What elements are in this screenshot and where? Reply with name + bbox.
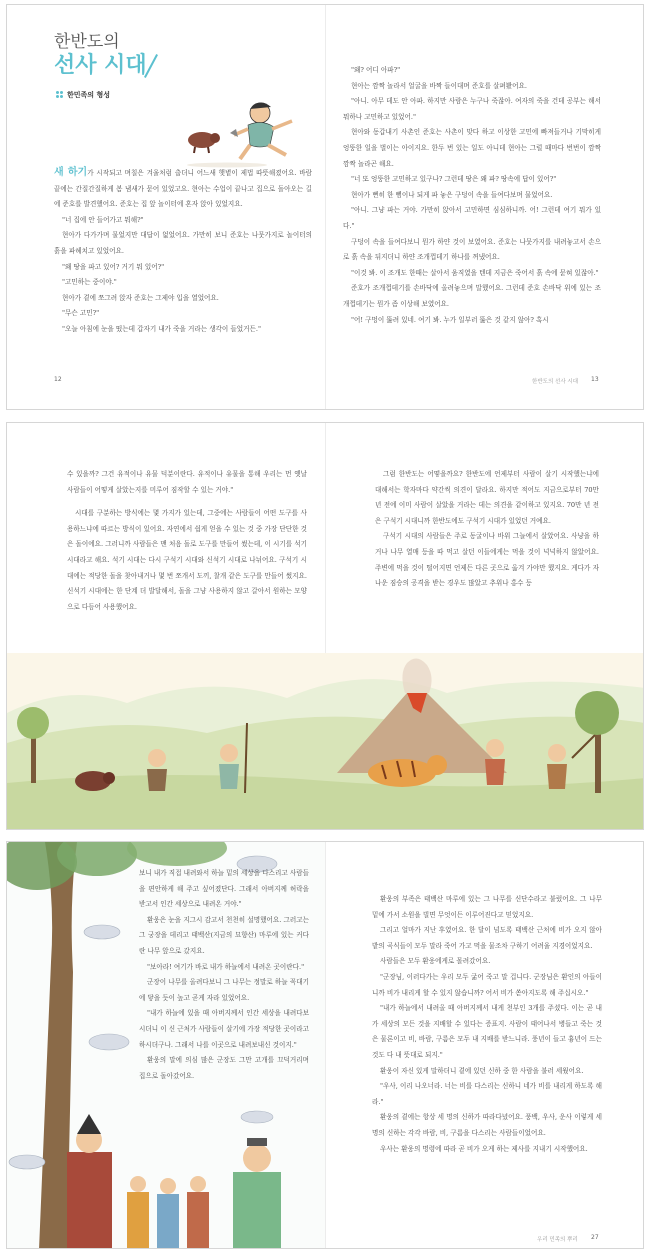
paragraph: 현아가 뻔히 한 뼘이나 되게 파 놓은 구덩이 속을 들여다보며 물었어요. bbox=[351, 190, 553, 199]
caveman-icon bbox=[147, 749, 167, 791]
chapter-dots-icon bbox=[56, 91, 64, 99]
running-head: 우리 민족의 뿌리 bbox=[537, 1237, 578, 1243]
paragraph: "보아라! 여기가 바로 내가 하늘에서 내려온 곳이란다." bbox=[147, 962, 305, 971]
paragraph: "군장님, 이러다가는 우리 모두 굶어 죽고 말 겁니다. 군장님은 환인의 아들이니까 비가 내리게 할 수 있지 않습니까? 어서 비가 쏟아지도록 해 주십시오." bbox=[372, 972, 602, 997]
left-page-text bbox=[67, 467, 307, 615]
paragraph: "아니. 아무 데도 안 아파. 하지만 사람은 누구나 죽잖아. 여자의 죽을 건데 공부는 해서 뭐하나 고민하고 있었어." bbox=[343, 97, 601, 121]
paragraph: 현아와 동갑내기 사촌인 준호는 사촌이 맞다 하고 이상한 고민에 빠져들거나 기막히게 엉뚱한 일을 벌이는 아이지요. 한두 번 있는 일도 아니데 현아는 그럴 때마다 번번이 깜짝깜짝 놀라곤 해요. bbox=[343, 128, 601, 168]
paragraph: 군장이 나무를 올려다보니 그 나무는 정말로 하늘 꼭대기에 닿을 듯이 높고 곧게 자라 있었어요. bbox=[139, 978, 309, 1002]
paragraph: 현아가 곁에 쪼그려 앉자 준호는 그제야 입을 열었어요. bbox=[62, 293, 219, 302]
page-number-right: 27 bbox=[591, 1234, 599, 1241]
paragraph: "오늘 아침에 눈을 떴는데 갑자기 내가 죽을 거라는 생각이 들었거든." bbox=[62, 324, 262, 333]
paragraph: 환웅의 부족은 태백산 마루에 있는 그 나무를 신단수라고 불렀어요. 그 나무 밑에 가서 소원을 빌면 무엇이든 이루어진다고 믿었지요. bbox=[372, 895, 602, 919]
paragraph: "내가 하늘에 있을 때 아버지께서 인간 세상을 내려다보시더니 이 신 근처가 사람들이 살기에 가장 적당한 곳이라고 하시더구나. 그래서 나를 이곳으로 내려보내신 것이지." bbox=[139, 1009, 309, 1049]
dropcap: 새 하기 bbox=[54, 167, 88, 178]
boar-icon bbox=[188, 132, 220, 153]
right-page-text bbox=[372, 892, 602, 1157]
stone-age-hunting-illustration bbox=[7, 653, 644, 830]
title-sub: 한반도의 bbox=[54, 32, 120, 52]
right-page-text bbox=[375, 467, 599, 592]
paragraph: "너 집에 안 들어가고 뭐해?" bbox=[62, 215, 144, 224]
paragraph: "무슨 고민?" bbox=[62, 309, 100, 318]
minister-figures bbox=[127, 1176, 209, 1249]
paragraph: "어! 구멍이 뚫려 있네. 여기 봐. 누가 일부러 뚫은 것 같지 않아? 혹시 bbox=[351, 315, 549, 324]
paragraph: "아니. 그냥 파는 거야. 가만히 앉아서 고민하면 심심하니까. 어! 그런데 여기 뭐가 있다." bbox=[343, 206, 601, 230]
right-page-text bbox=[343, 63, 601, 328]
paragraph: 그리고 얼마가 지난 후였어요. 한 달이 넘도록 태백산 근처에 비가 오지 않아 밭의 곡식들이 모두 말라 죽어 가고 먹을 물조차 구하기 어려울 지경이었지요. bbox=[372, 926, 602, 950]
page-number-left: 12 bbox=[54, 376, 62, 383]
page-number-right: 13 bbox=[591, 376, 599, 383]
gutter bbox=[325, 842, 326, 1248]
paragraph: 시대를 구분하는 방식에는 몇 가지가 있는데, 그중에는 사람들이 어떤 도구를 사용하느냐에 따르는 방식이 있어요. 자연에서 쉽게 얻을 수 있는 것 중 가장 단단한 것은 돌이에요. 그러니까 사람들은 맨 처음 돌로 도구를 만들어 썼는데, 이 시기를 석기 시대라고 해요. 석기 시대는 다시 구석기 시대와 신석기 시대로 나뉘어요. 구석기 시대에는 적당한 돌을 찾아내거나 몇 번 쪼개서 도끼, 찰개 같은 도구를 만들어 썼지요. 신석기 시대에는 한 단계 더 발달해서, 돌을 그냥 사용하지 않고 갈아서 원하는 모양으로 다듬어 사용했어요. bbox=[67, 509, 307, 611]
chapter-title: 한민족의 형성 bbox=[67, 91, 111, 99]
gutter bbox=[325, 5, 326, 409]
paragraph: "내가 하늘에서 내려올 때 아버지께서 내게 천부인 3개를 주셨다. 이는 곧 내가 세상의 모든 것을 지배할 수 있다는 증표지. 사람이 태어나서 병들고 죽는 것은 물론이고 비, 바람, 구름은 모두 내 지배를 받느니라. 풍년이 들고 흉년이 드는 것도 다 내 뜻대로 되지." bbox=[372, 1004, 602, 1059]
paragraph: "이것 봐. 이 조개도 한때는 살아서 움직였을 텐데 지금은 죽어서 흙 속에 묻혀 있잖아." bbox=[351, 268, 599, 277]
caveman-icon bbox=[485, 739, 505, 785]
paragraph: 준호가 조개껍데기를 손바닥에 올려놓으며 말했어요. 그런데 준호 손바닥 위에 있는 조개껍데기는 뭔가 좀 이상해 보였어요. bbox=[343, 284, 601, 308]
paragraph: 구석기 시대의 사람들은 주로 동굴이나 바위 그늘에서 살았어요. 사냥을 하거나 나무 열매 등을 따 먹고 살던 이들에게는 먹을 것이 넉넉하지 않았어요. 주변에 먹을 것이 떨어지면 언제든 다른 곳으로 옮겨 가야만 했지요. 게다가 자나운 짐승의 공격을 받는 경우도 많았고 추위나 홍수 등 bbox=[375, 532, 599, 588]
paragraph: "고민하는 중이야." bbox=[62, 278, 117, 287]
book-spread-2 bbox=[6, 422, 644, 830]
paragraph: 현아가 다가가며 물었지만 대답이 없었어요. 가만히 보니 준호는 나뭇가지로 놀이터의 흙을 파헤치고 있었어요. bbox=[54, 231, 312, 255]
title-main: 선사 시대 bbox=[54, 53, 147, 78]
paragraph: 환웅은 눈을 지그시 감고서 천천히 설명했어요. 그러고는 그 궁장을 데리고 태백산(지금의 묘향산) 마루에 있는 커다란 나무 앞으로 갔지요. bbox=[139, 915, 309, 955]
paragraph: 환웅의 곁에는 항상 세 명의 신하가 따라다녔어요. 풍백, 우사, 운사 이렇게 세 명의 신하는 각각 바람, 비, 구름을 다스리는 사람들이었어요. bbox=[372, 1113, 602, 1137]
paragraph: 보니 내가 직접 내려와서 하늘 밑의 세상을 다스리고 사람들을 편안하게 해 주고 싶어졌단다. 그래서 아버지께 허락을 받고서 인간 세상으로 내려온 거야." bbox=[139, 869, 309, 909]
left-page-text bbox=[54, 165, 312, 338]
caveman-icon bbox=[230, 102, 292, 159]
paragraph: 구덩이 속을 들여다보니 뭔가 하얀 것이 보였어요. 준호는 나뭇가지를 내려놓고서 손으로 흙 속을 뒤지더니 하얀 조개껍데기 하나를 꺼냈어요. bbox=[343, 237, 601, 262]
paragraph: 사람들은 모두 환웅에게로 몰려갔어요. bbox=[380, 957, 491, 966]
paragraph: 새 하기가 시작되고 며칠은 겨울처럼 춥더니 어느새 햇볕이 제법 따뜻해졌어요. 바람 끝에는 간질간질하게 봄 냄새가 묻어 있었고요. 현아는 수업이 끝나고 집으로 돌아오는 길에 준호를 발견했어요. 준호는 집 앞 놀이터에 혼자 앉아 있었지요. bbox=[54, 167, 313, 209]
paragraph: "왜 땅을 파고 있어? 거기 뭐 있어?" bbox=[62, 262, 165, 271]
paragraph: "왜? 어디 아파?" bbox=[351, 66, 401, 74]
paragraph: "너 또 엉뚱한 고민하고 있구나? 그런데 땅은 왜 파? 땅속에 답이 있어?" bbox=[351, 175, 557, 184]
book-spread-1 bbox=[6, 4, 644, 410]
paragraph: 그럼 한반도는 어떻을까요? 한반도에 언제부터 사람이 살기 시작했는냐에 대해서는 학자마다 약간씩 의견이 달라요. 하지만 적어도 지금으로부터 70만 년 전에 이미 사람이 살았을 거라는 데는 의견을 같이하고 있지요. 70만 년 전은 구석기 시대니까 한반도에도 구석기 시대가 있었던 거예요. bbox=[375, 470, 599, 525]
book-spread-3 bbox=[6, 841, 644, 1249]
paragraph: "우사, 이리 나오너라. 너는 비를 다스리는 신하니 네가 비를 내리게 하도록 해라." bbox=[372, 1082, 602, 1106]
paragraph: 현아는 깜짝 놀라서 얼굴을 바짝 들이대며 준호를 살펴봤어요. bbox=[351, 81, 528, 90]
left-page-text bbox=[139, 866, 309, 1084]
paragraph: 환웅이 자신 있게 말하더니 곁에 있던 신하 중 한 사람을 불러 세웠어요. bbox=[380, 1066, 584, 1075]
paragraph: 우사는 환웅의 명령에 따라 곧 비가 오게 하는 제사를 지내기 시작했어요. bbox=[380, 1144, 588, 1153]
paragraph: 수 있을까? 그건 유적이나 유물 덕분이란다. 유적이나 유물을 통해 우리는 먼 옛날 사람들이 어떻게 살았는지를 미루어 짐작할 수 있는 거야." bbox=[67, 470, 307, 494]
paragraph: 환웅의 말에 의심 많은 군장도 그만 고개를 끄덕거리며 집으로 돌아갔어요. bbox=[139, 1056, 309, 1080]
running-head: 한반도의 선사 시대 bbox=[532, 379, 579, 385]
caveman-chasing-boar-illustration bbox=[182, 95, 312, 173]
